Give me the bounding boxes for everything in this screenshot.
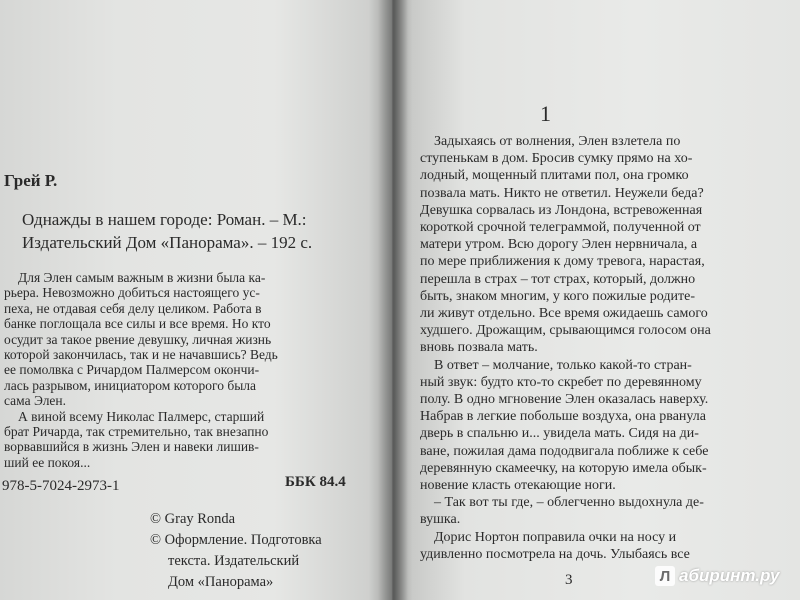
- text-line: быть, знаком многим, у кого пожилые родите-: [420, 289, 696, 304]
- text-line: полу. В одно мгновение Элен оказалась наверху.: [420, 392, 709, 407]
- annotation-line: которой закончилась, так и не начавшись? Ведь: [4, 347, 278, 362]
- watermark-text: абиринт.ру: [679, 566, 780, 585]
- text-line: дверь в спальню и... увидела мать. Сидя на ди-: [420, 426, 699, 441]
- text-line: ване, пожилая дама пододвигала поближе к себе: [420, 444, 709, 459]
- copyright-line: © Оформление. Подготовка: [150, 532, 322, 548]
- bibliographic-line-1: Однажды в нашем городе: Роман. – М.:: [22, 210, 307, 229]
- text-line: по мере приближения к дому тревога, нарастая,: [420, 254, 705, 269]
- text-line: позвала мать. Никто не ответил. Неужели беда?: [420, 186, 704, 201]
- copyright-line: © Gray Ronda: [150, 511, 236, 527]
- annotation-line: лась разрывом, инициатором которого была: [4, 378, 257, 393]
- left-page: [0, 0, 392, 600]
- annotation-line: брат Ричарда, так стремительно, так внезапно: [4, 424, 269, 439]
- copyright-line: Дом «Панорама»: [168, 574, 274, 590]
- annotation-line: ворвавшийся в жизнь Элен и навеки лишив-: [4, 439, 259, 454]
- bibliographic-line-2: Издательский Дом «Панорама». – 192 с.: [22, 233, 313, 252]
- text-line: ступенькам в дом. Бросив сумку прямо на хо-: [420, 151, 693, 166]
- text-line: удивленно посмотрела на дочь. Улыбаясь все: [420, 547, 690, 562]
- text-line: вновь позвала мать.: [420, 340, 538, 355]
- text-line: деревянную скамеечку, на которую имела обык-: [420, 461, 707, 476]
- annotation-line: банке поглощала все силы и все время. Но кто: [4, 316, 271, 331]
- text-line: В ответ – молчание, только какой-то стран-: [434, 358, 692, 373]
- annotation-line: Для Элен самым важным в жизни была ка-: [18, 270, 266, 285]
- text-line: Дорис Нортон поправила очки на носу и: [434, 530, 677, 545]
- bbk-code: ББК 84.4: [285, 474, 346, 490]
- page-number: 3: [565, 572, 573, 588]
- author-name: Грей Р.: [4, 171, 58, 190]
- annotation-line: осудит за такое рвение девушку, личная жизнь: [4, 332, 272, 347]
- labirint-logo-icon: Л: [655, 566, 675, 586]
- book-gutter-shadow: [378, 0, 408, 600]
- annotation-line: ее помолвка с Ричардом Палмерсом окончи-: [4, 362, 260, 377]
- text-line: худшего. Дрожащим, срывающимся голосом она: [420, 323, 711, 338]
- text-line: – Так вот ты где, – облегченно выдохнула де-: [434, 495, 704, 510]
- text-line: новение класть отекающие ноги.: [420, 478, 616, 493]
- chapter-number: 1: [540, 101, 551, 126]
- watermark-logo: [655, 566, 779, 586]
- annotation-line: сама Элен.: [4, 393, 67, 408]
- text-line: Девушка сорвалась из Лондона, встревоженная: [420, 203, 703, 218]
- text-line: матери утром. Всю дорогу Элен нервничала, а: [420, 237, 698, 252]
- annotation-line: пеха, не отдавая себя делу целиком. Работа в: [4, 301, 262, 316]
- annotation-line: рьера. Невозможно добиться настоящего ус-: [4, 285, 260, 300]
- bleed-through-shadow: [282, 199, 329, 209]
- annotation-line: А виной всему Николас Палмерс, старший: [18, 409, 265, 424]
- text-line: короткой срочной телеграммой, полученной от: [420, 220, 701, 235]
- text-line: вушка.: [420, 512, 461, 527]
- copyright-line: текста. Издательский: [168, 553, 300, 569]
- isbn: 978-5-7024-2973-1: [2, 478, 120, 494]
- text-line: ли живут отдельно. Все время ожидаешь самого: [420, 306, 708, 321]
- text-line: лодный, мощенный плитами пол, она громко: [420, 168, 689, 183]
- text-line: перешла в страх – тот страх, который, должно: [420, 272, 696, 287]
- annotation-line: ший ее покоя...: [4, 455, 91, 470]
- text-line: ный звук: будто кто-то скребет по деревянному: [420, 375, 702, 390]
- text-line: Задыхаясь от волнения, Элен взлетела по: [434, 134, 681, 149]
- text-line: Набрав в легкие побольше воздуха, она рванула: [420, 409, 706, 424]
